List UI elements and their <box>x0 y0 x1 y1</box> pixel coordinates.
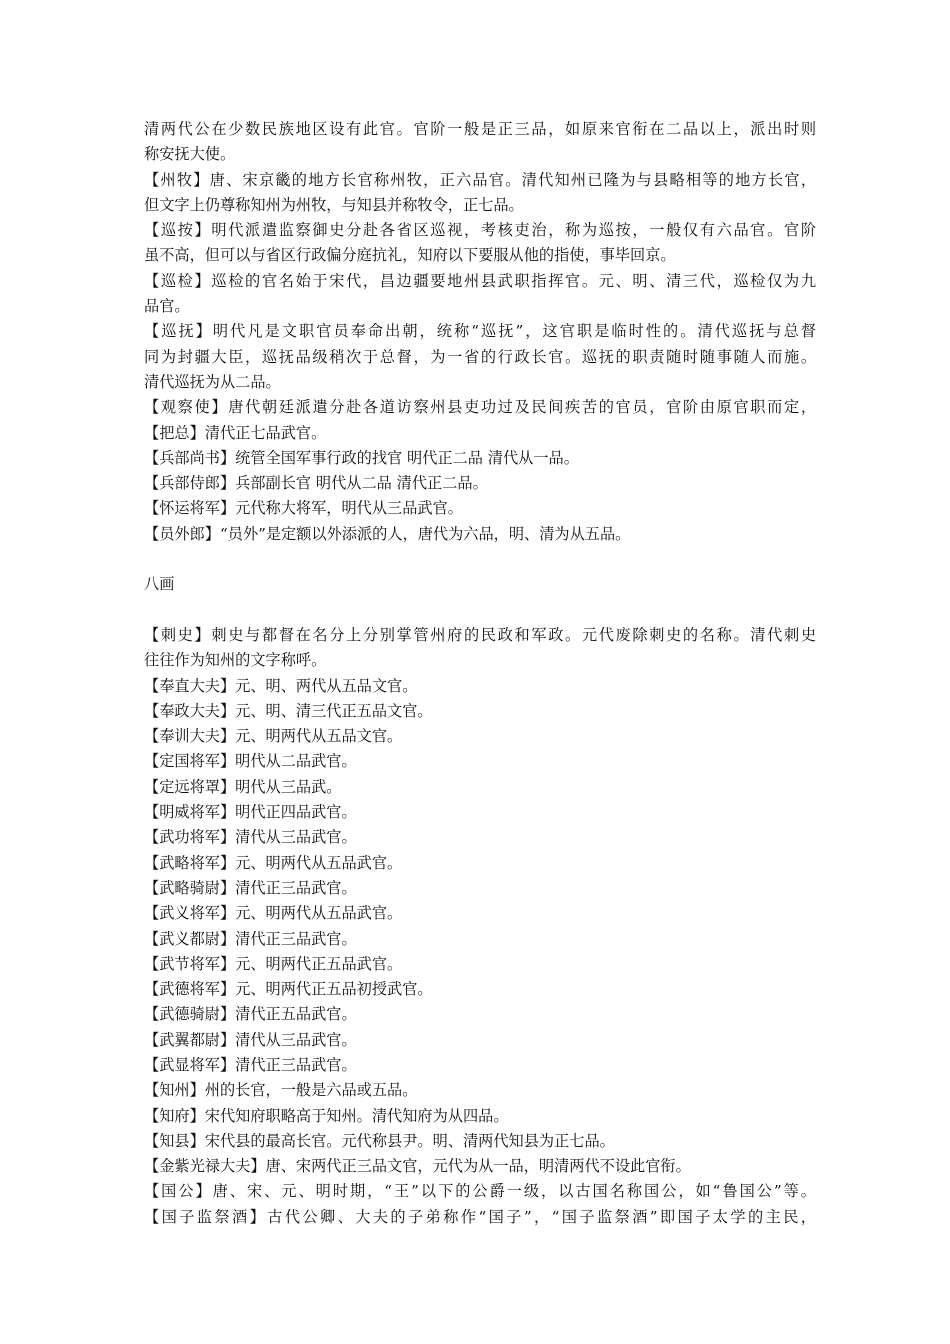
document-body <box>144 117 816 1230</box>
text-line: 【武翼都尉】清代从三品武官。 <box>144 1030 357 1049</box>
text-line: 【兵部尚书】统管全国军事行政的找官 明代正二品 清代从一品。 <box>144 448 579 467</box>
text-line: 【员外郎】“员外”是定额以外添派的人，唐代为六品，明、清为从五品。 <box>144 524 631 543</box>
text-line: 【州牧】唐、宋京畿的地方长官称州牧，正六品官。清代知州已隆为与县略相等的地方长官， <box>144 170 816 189</box>
section-heading: 八画 <box>144 575 175 594</box>
text-line: 【定国将军】明代从二品武官。 <box>144 752 357 771</box>
section-eight-strokes <box>144 623 816 1230</box>
text-line: 称安抚大使。 <box>144 145 236 164</box>
text-line: 【武德骑尉】清代正五品武官。 <box>144 1005 357 1024</box>
text-line: 【巡抚】明代凡是文职官员奉命出朝，统称“巡抚”，这官职是临时性的。清代巡抚与总督 <box>144 322 816 341</box>
text-line: 往往作为知州的文字称呼。 <box>144 651 327 670</box>
spacer <box>144 547 816 572</box>
text-line: 【知府】宋代知府职略高于知州。清代知府为从四品。 <box>144 1106 509 1125</box>
text-line: 【国子监祭酒】古代公卿、大夫的子弟称作“国子”，“国子监祭酒”即国子太学的主民， <box>144 1207 816 1226</box>
text-line: 【刺史】刺史与都督在名分上分别掌管州府的民政和军政。元代废除刺史的名称。清代刺史 <box>144 625 816 644</box>
text-line: 清代巡抚为从二品。 <box>144 372 281 391</box>
text-line: 【巡按】明代派遣监察御史分赴各省区巡视，考核吏治，称为巡按，一般仅有六品官。官阶 <box>144 221 816 240</box>
text-line: 【明威将军】明代正四品武官。 <box>144 803 357 822</box>
text-line: 【武显将军】清代正三品武官。 <box>144 1055 357 1074</box>
section-seven-strokes <box>144 117 816 547</box>
text-line: 【国公】唐、宋、元、明时期，“王”以下的公爵一级，以古国名称国公，如“鲁国公”等。 <box>144 1182 816 1201</box>
text-line: 【武略将军】元、明两代从五品武官。 <box>144 853 403 872</box>
text-line: 【观察使】唐代朝廷派遣分赴各道访察州县吏功过及民间疾苦的官员，官阶由原官职而定， <box>144 398 816 417</box>
text-line: 【定远将罩】明代从三品武。 <box>144 777 342 796</box>
text-line: 【武节将军】元、明两代正五品武官。 <box>144 954 403 973</box>
text-line: 【兵部侍郎】兵部副长官 明代从二品 清代正二品。 <box>144 474 488 493</box>
text-line: 【奉政大夫】元、明、清三代正五品文官。 <box>144 701 433 720</box>
text-line: 清两代公在少数民族地区设有此官。官阶一般是正三品，如原来官衔在二品以上，派出时则 <box>144 120 816 138</box>
text-line: 【奉直大夫】元、明、两代从五品文官。 <box>144 676 418 695</box>
text-line: 【金紫光禄大夫】唐、宋两代正三品文官，元代为从一品，明清两代不设此官衔。 <box>144 1157 691 1176</box>
spacer <box>144 598 816 623</box>
text-line: 【把总】清代正七品武官。 <box>144 423 327 442</box>
text-line: 但文字上仍尊称知州为州牧，与知县并称牧令，正七品。 <box>144 195 524 214</box>
text-line: 【武功将军】清代从三品武官。 <box>144 828 357 847</box>
text-line: 同为封疆大臣，巡抚品级稍次于总督，为一省的行政长官。巡抚的职责随时随事随人而施。 <box>144 347 816 366</box>
text-line: 【武义都尉】清代正三品武官。 <box>144 929 357 948</box>
text-line: 【武义将军】元、明两代从五品武官。 <box>144 904 403 923</box>
text-line: 【武略骑尉】清代正三品武官。 <box>144 878 357 897</box>
text-line: 【武德将军】元、明两代正五品初授武官。 <box>144 980 433 999</box>
text-line: 【知州】州的长官，一般是六品或五品。 <box>144 1081 418 1100</box>
text-line: 虽不高，但可以与省区行政偏分庭抗礼，知府以下要服从他的指使，事毕回京。 <box>144 246 676 265</box>
text-line: 【怀运将军】元代称大将军，明代从三品武官。 <box>144 499 463 518</box>
text-line: 【巡检】巡检的官名始于宋代，昌边疆要地州县武职指挥官。元、明、清三代，巡检仅为九 <box>144 271 816 290</box>
text-line: 【奉训大夫】元、明两代从五品文官。 <box>144 727 403 746</box>
text-line: 品官。 <box>144 297 190 316</box>
text-line: 【知县】宋代县的最高长官。元代称县尹。明、清两代知县为正七品。 <box>144 1131 615 1150</box>
